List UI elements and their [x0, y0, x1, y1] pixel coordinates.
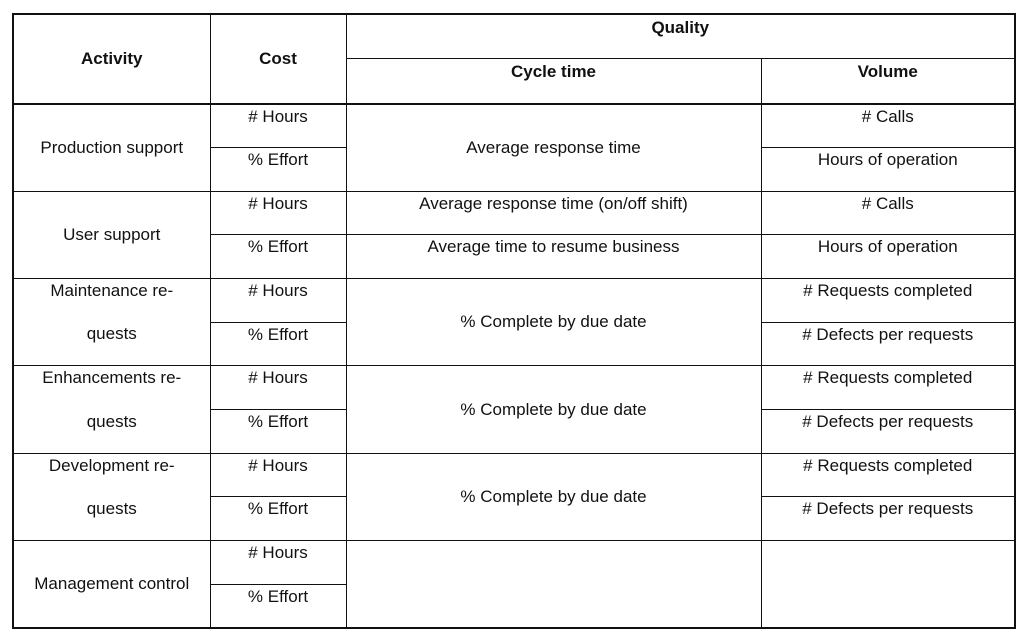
cycle-cell: % Complete by due date [346, 453, 761, 540]
header-quality: Quality [346, 14, 1015, 58]
header-cycle-time: Cycle time [346, 58, 761, 104]
volume-cell: # Defects per requests [761, 322, 1015, 366]
cost-cell: % Effort [210, 235, 346, 279]
cycle-cell: Average response time [346, 104, 761, 191]
cycle-cell: % Complete by due date [346, 366, 761, 453]
cycle-cell: Average time to resume business [346, 235, 761, 279]
cost-cell: % Effort [210, 148, 346, 192]
volume-cell: # Requests completed [761, 366, 1015, 410]
table-row [13, 541, 1015, 585]
cost-cell: # Hours [210, 453, 346, 497]
activity-cell-line1: Enhancements re- [13, 366, 210, 410]
activity-cell: Management control [13, 541, 210, 628]
activity-cell-line1: Development re- [13, 453, 210, 497]
volume-cell: Hours of operation [761, 148, 1015, 192]
cost-cell: # Hours [210, 191, 346, 235]
volume-cell: # Calls [761, 104, 1015, 148]
volume-cell: # Defects per requests [761, 497, 1015, 541]
header-activity: Activity [13, 14, 210, 104]
cycle-cell: Average response time (on/off shift) [346, 191, 761, 235]
table-row [13, 104, 1015, 148]
cost-cell: % Effort [210, 322, 346, 366]
cost-cell: # Hours [210, 104, 346, 148]
cycle-cell [346, 541, 761, 628]
table-row [13, 453, 1015, 497]
table-row [13, 279, 1015, 323]
activity-cell-line2: quests [13, 497, 210, 541]
activity-cell-line1: Maintenance re- [13, 279, 210, 323]
volume-cell: # Requests completed [761, 453, 1015, 497]
volume-cell: Hours of operation [761, 235, 1015, 279]
activity-cell: User support [13, 191, 210, 278]
header-volume: Volume [761, 58, 1015, 104]
volume-cell: # Defects per requests [761, 410, 1015, 454]
cost-cell: # Hours [210, 541, 346, 585]
cost-cell: % Effort [210, 497, 346, 541]
cost-cell: % Effort [210, 410, 346, 454]
table-row [13, 191, 1015, 235]
header-cost: Cost [210, 14, 346, 104]
cost-cell: % Effort [210, 584, 346, 628]
activity-cell: Production support [13, 104, 210, 191]
activity-cell-line2: quests [13, 410, 210, 454]
volume-cell: # Requests completed [761, 279, 1015, 323]
volume-cell [761, 541, 1015, 628]
volume-cell: # Calls [761, 191, 1015, 235]
metrics-table [12, 13, 1016, 629]
table-row [13, 366, 1015, 410]
cost-cell: # Hours [210, 366, 346, 410]
cycle-cell: % Complete by due date [346, 279, 761, 366]
activity-cell-line2: quests [13, 322, 210, 366]
cost-cell: # Hours [210, 279, 346, 323]
